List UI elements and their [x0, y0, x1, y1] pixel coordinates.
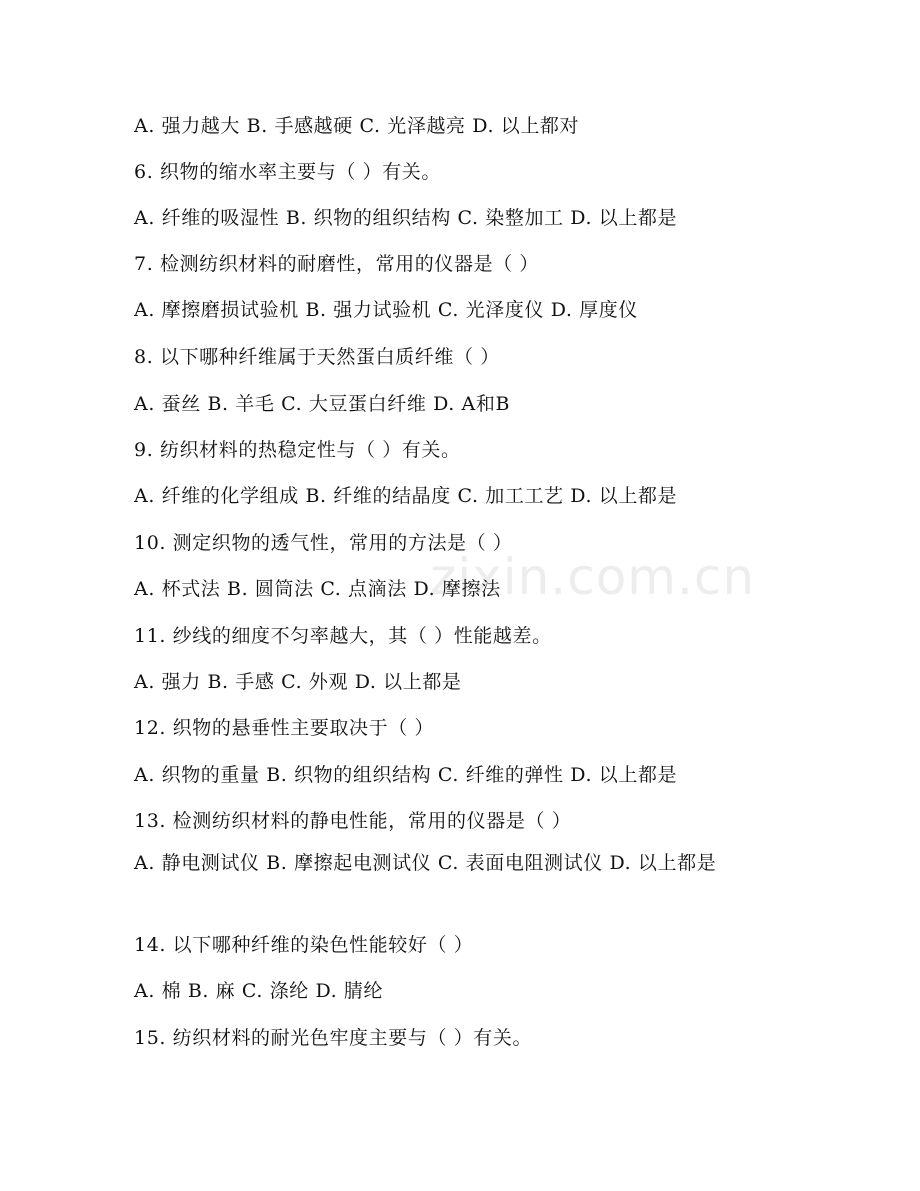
answer-options-8: A. 蚕丝 B. 羊毛 C. 大豆蛋白纤维 D. A和B — [134, 393, 511, 415]
question-12: 12. 织物的悬垂性主要取决于（ ） — [134, 717, 435, 739]
answer-options-5: A. 强力越大 B. 手感越硬 C. 光泽越亮 D. 以上都对 — [134, 115, 580, 137]
question-13: 13. 检测纺织材料的静电性能，常用的仪器是（ ） — [134, 810, 572, 832]
answer-options-11: A. 强力 B. 手感 C. 外观 D. 以上都是 — [134, 671, 462, 693]
question-10: 10. 测定织物的透气性，常用的方法是（ ） — [134, 532, 513, 554]
question-11: 11. 纱线的细度不匀率越大，其（ ）性能越差。 — [134, 625, 552, 647]
question-15: 15. 纺织材料的耐光色牢度主要与（ ）有关。 — [134, 1027, 533, 1049]
question-14: 14. 以下哪种纤维的染色性能较好（ ） — [134, 934, 474, 956]
answer-options-7: A. 摩擦磨损试验机 B. 强力试验机 C. 光泽度仪 D. 厚度仪 — [134, 299, 638, 321]
question-8: 8. 以下哪种纤维属于天然蛋白质纤维（ ） — [134, 346, 500, 368]
watermark: zixin.com.cn — [430, 548, 756, 606]
question-9: 9. 纺织材料的热稳定性与（ ）有关。 — [134, 439, 461, 461]
question-7: 7. 检测纺织材料的耐磨性，常用的仪器是（ ） — [134, 253, 540, 275]
question-6: 6. 织物的缩水率主要与（ ）有关。 — [134, 161, 442, 183]
answer-options-10: A. 杯式法 B. 圆筒法 C. 点滴法 D. 摩擦法 — [134, 578, 501, 600]
answer-options-14: A. 棉 B. 麻 C. 涤纶 D. 腈纶 — [134, 980, 384, 1002]
answer-options-12: A. 织物的重量 B. 织物的组织结构 C. 纤维的弹性 D. 以上都是 — [134, 764, 678, 786]
answer-options-6: A. 纤维的吸湿性 B. 织物的组织结构 C. 染整加工 D. 以上都是 — [134, 207, 678, 229]
answer-options-13: A. 静电测试仪 B. 摩擦起电测试仪 C. 表面电阻测试仪 D. 以上都是 — [134, 852, 717, 874]
answer-options-9: A. 纤维的化学组成 B. 纤维的结晶度 C. 加工工艺 D. 以上都是 — [134, 485, 678, 507]
